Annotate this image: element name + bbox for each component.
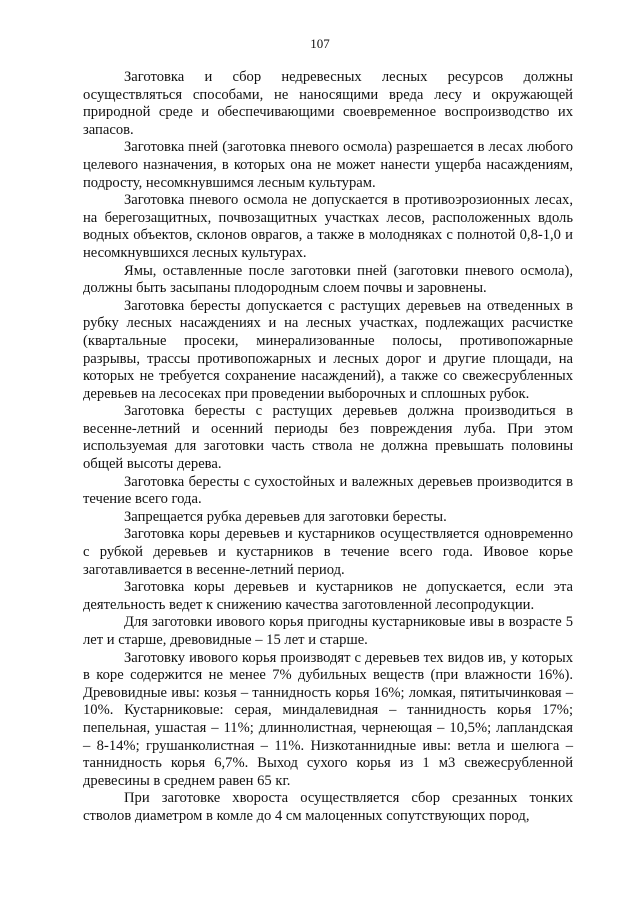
paragraph: Для заготовки ивового корья пригодны кустарниковые ивы в возрасте 5 лет и старше, древовидные – 15 лет и старше. xyxy=(83,614,573,648)
paragraph: Заготовка пней (заготовка пневого осмола) разрешается в лесах любого целевого назначения, в которых она не может нанести ущерба насаждениям, подросту, несомкнувшимся лесным культурам. xyxy=(83,139,573,191)
paragraph: Заготовку ивового корья производят с деревьев тех видов ив, у которых в коре содержится не менее 7% дубильных веществ (при влажности 16%). Древовидные ивы: козья – таннидность корья 16%; ломкая, пятитычинковая – 10%. Кустарниковые: серая, миндалевидная – таннидность корья 17%; пепельная, ушастая – 11%; длиннолистная, чернеющая – 10,5%; лапландская – 8-14%; грушанколистная – 11%. Низкотаннидные ивы: ветла и шелюга – таннидность корья 6,7%. Выход сухого корья из 1 м3 свежесрубленной древесины в среднем равен 65 кг. xyxy=(83,649,573,789)
paragraph: Запрещается рубка деревьев для заготовки бересты. xyxy=(124,508,447,525)
body-text xyxy=(83,69,573,826)
paragraph: Заготовка коры деревьев и кустарников не допускается, если эта деятельность ведет к снижению качества заготовленной лесопродукции. xyxy=(83,579,573,613)
paragraph: Заготовка и сбор недревесных лесных ресурсов должны осуществляться способами, не наносящими вреда лесу и окружающей природной среде и обеспечивающими своевременное воспроизводство их запасов. xyxy=(83,69,573,138)
paragraph: Заготовка бересты с растущих деревьев должна производиться в весенне-летний и осенний периоды без повреждения луба. При этом используемая для заготовки часть ствола не должна превышать половины общей высоты дерева. xyxy=(83,403,573,473)
paragraph: Ямы, оставленные после заготовки пней (заготовки пневого осмола), должны быть засыпаны плодородным слоем почвы и заровнены. xyxy=(83,262,573,297)
paragraph: Заготовка коры деревьев и кустарников осуществляется одновременно с рубкой деревьев и кустарников в течение всего года. Ивовое корье заготавливается в весенне-летний период. xyxy=(83,526,573,578)
paragraph: Заготовка пневого осмола не допускается в противоэрозионных лесах, на берегозащитных, почвозащитных участках лесов, расположенных вдоль водных объектов, склонов оврагов, а также в молодняках с полнотой 0,8-1,0 и несомкнувшихся лесных культурах. xyxy=(83,192,573,261)
paragraph: При заготовке хвороста осуществляется сбор срезанных тонких стволов диаметром в комле до 4 см малоценных сопутствующих пород, xyxy=(83,790,573,824)
paragraph: Заготовка бересты допускается с растущих деревьев на отведенных в рубку лесных насаждениях и на лесных участках, подлежащих расчистке (квартальные просеки, минерализованные полосы, противопожарные разрывы, трассы противопожарных и лесных дорог и другие площади, на которых не требуется сохранение насаждений), а также со свежесрубленных деревьев на лесосеках при проведении выборочных и сплошных рубок. xyxy=(83,297,573,402)
page-number: 107 xyxy=(310,36,330,51)
paragraph: Заготовка бересты с сухостойных и валежных деревьев производится в течение всего года. xyxy=(83,473,573,508)
